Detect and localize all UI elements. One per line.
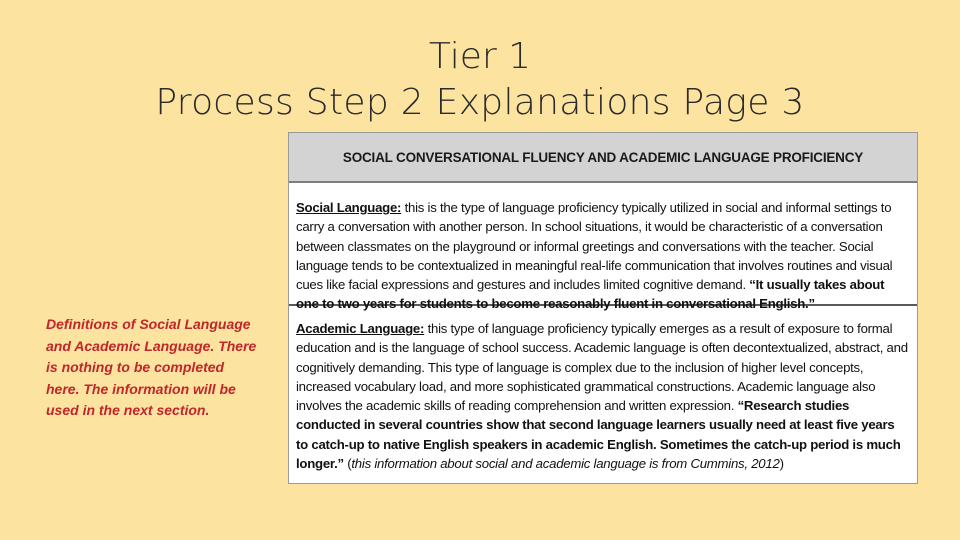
academic-language-quote: “Research studies conducted in several countries show that second language learners usually need at least five years to catch-up to native English speakers in academic English. Sometimes the catch-up period is much longer.” (296, 398, 901, 472)
definitions-panel (288, 132, 918, 484)
citation-open: ( (343, 456, 352, 472)
side-note: Definitions of Social Language and Academic Language. There is nothing to be completed here. The information will be used in the next section. (46, 316, 257, 418)
social-language-term: Social Language: (296, 200, 402, 215)
slide-title-line-1: Tier 1 (428, 36, 532, 77)
citation-text: this information about social and academic language is from Cummins, 2012 (351, 456, 780, 472)
panel-header: SOCIAL CONVERSATIONAL FLUENCY AND ACADEMIC LANGUAGE PROFICIENCY (289, 133, 917, 183)
academic-language-body: this type of language proficiency typically emerges as a result of exposure to formal education and is the language of school success. Academic language is often decontextualized, abstract, and cognitively demanding. This type of language is complex due to the inclusion of higher level concepts, increased vocabulary load, and more sophisticated grammatical constructions. Academic language also involves the academic skills of reading comprehension and written expression. (296, 321, 908, 414)
social-language-quote: “It usually takes about one to two years for students to become reasonably fluent in conversational English.” (296, 277, 885, 312)
slide-title-line-2: Process Step 2 Explanations Page 3 (155, 82, 805, 123)
academic-language-term: Academic Language: (296, 321, 425, 336)
slide-title (0, 34, 960, 126)
social-language-section (289, 183, 917, 312)
social-language-body: this is the type of language proficiency typically utilized in social and informal settings to carry a conversation with another person. In school situations, it would be characteristic of a conversation between classmates on the playground or informal greetings and conversations with the teacher. Social language tends to be contextualized in meaningful real-life communication that involves routines and visual cues like facial expressions and gestures and includes limited cognitive demand. (296, 200, 893, 293)
academic-language-section (289, 306, 917, 473)
citation-close: ) (779, 456, 784, 472)
